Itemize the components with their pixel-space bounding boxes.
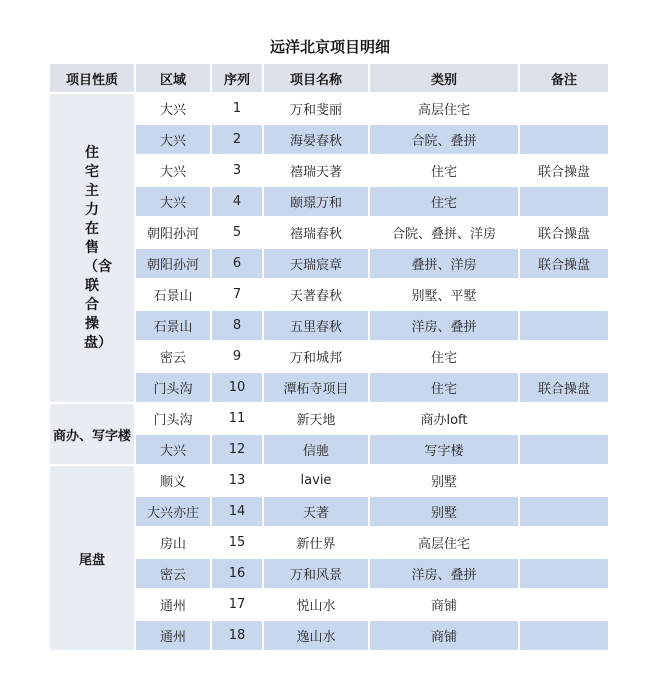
table-row [50, 404, 608, 433]
cell-type: 合院、叠拼 [370, 125, 518, 154]
cell-project-name: lavie [264, 466, 368, 495]
cell-region: 石景山 [136, 280, 210, 309]
cell-seq: 7 [212, 280, 262, 309]
cell-project-name: 信驰 [264, 435, 368, 464]
cell-project-name: 天著 [264, 497, 368, 526]
cell-region: 门头沟 [136, 373, 210, 402]
cell-seq: 13 [212, 466, 262, 495]
cell-region: 通州 [136, 621, 210, 650]
cell-seq: 12 [212, 435, 262, 464]
cell-type: 洋房、叠拼 [370, 311, 518, 340]
cell-type: 合院、叠拼、洋房 [370, 218, 518, 247]
header-seq: 序列 [212, 64, 262, 92]
cell-region: 朝阳孙河 [136, 218, 210, 247]
cell-project-name: 天瑞宸章 [264, 249, 368, 278]
cell-project-name: 天著春秋 [264, 280, 368, 309]
cell-type: 商办loft [370, 404, 518, 433]
cell-region: 房山 [136, 528, 210, 557]
cell-seq: 3 [212, 156, 262, 185]
cell-seq: 16 [212, 559, 262, 588]
cell-region: 顺义 [136, 466, 210, 495]
category-office: 商办、写字楼 [50, 404, 134, 464]
cell-type: 住宅 [370, 156, 518, 185]
cell-project-name: 新天地 [264, 404, 368, 433]
cell-region: 大兴 [136, 435, 210, 464]
cell-project-name: 新仕界 [264, 528, 368, 557]
cell-project-name: 万和城邦 [264, 342, 368, 371]
cell-region: 门头沟 [136, 404, 210, 433]
cell-seq: 4 [212, 187, 262, 216]
header-note: 备注 [520, 64, 608, 92]
cell-project-name: 潭柘寺项目 [264, 373, 368, 402]
cell-note [520, 528, 608, 557]
cell-region: 大兴亦庄 [136, 497, 210, 526]
cell-note [520, 311, 608, 340]
cell-type: 别墅 [370, 466, 518, 495]
table-row [50, 94, 608, 123]
cell-seq: 9 [212, 342, 262, 371]
cell-type: 商铺 [370, 621, 518, 650]
cell-note [520, 187, 608, 216]
cell-type: 住宅 [370, 373, 518, 402]
cell-region: 大兴 [136, 94, 210, 123]
category-residential: 住宅主力在售（含联合操盘） [50, 94, 134, 402]
header-type: 类别 [370, 64, 518, 92]
cell-region: 通州 [136, 590, 210, 619]
cell-note [520, 404, 608, 433]
cell-type: 高层住宅 [370, 94, 518, 123]
cell-note [520, 125, 608, 154]
cell-note: 联合操盘 [520, 156, 608, 185]
cell-seq: 14 [212, 497, 262, 526]
cell-seq: 1 [212, 94, 262, 123]
cell-note [520, 621, 608, 650]
cell-seq: 18 [212, 621, 262, 650]
cell-type: 住宅 [370, 342, 518, 371]
cell-seq: 5 [212, 218, 262, 247]
header-project-nature: 项目性质 [50, 64, 134, 92]
cell-type: 别墅、平墅 [370, 280, 518, 309]
cell-note [520, 342, 608, 371]
project-table [48, 62, 610, 652]
header-region: 区域 [136, 64, 210, 92]
table-header-row [50, 64, 608, 92]
cell-project-name: 禧瑞天著 [264, 156, 368, 185]
cell-note [520, 280, 608, 309]
cell-project-name: 禧瑞春秋 [264, 218, 368, 247]
table-row [50, 466, 608, 495]
cell-region: 大兴 [136, 187, 210, 216]
cell-project-name: 逸山水 [264, 621, 368, 650]
cell-region: 大兴 [136, 156, 210, 185]
cell-seq: 8 [212, 311, 262, 340]
cell-note: 联合操盘 [520, 218, 608, 247]
cell-seq: 11 [212, 404, 262, 433]
cell-note [520, 590, 608, 619]
cell-type: 别墅 [370, 497, 518, 526]
cell-note [520, 559, 608, 588]
cell-note [520, 94, 608, 123]
cell-project-name: 五里春秋 [264, 311, 368, 340]
cell-project-name: 悦山水 [264, 590, 368, 619]
cell-project-name: 万和斐丽 [264, 94, 368, 123]
cell-region: 石景山 [136, 311, 210, 340]
cell-type: 住宅 [370, 187, 518, 216]
page-title: 远洋北京项目明细 [269, 38, 390, 56]
cell-type: 商铺 [370, 590, 518, 619]
cell-type: 叠拼、洋房 [370, 249, 518, 278]
cell-seq: 15 [212, 528, 262, 557]
cell-region: 密云 [136, 342, 210, 371]
cell-seq: 17 [212, 590, 262, 619]
cell-note [520, 497, 608, 526]
cell-note [520, 435, 608, 464]
header-project-name: 项目名称 [264, 64, 368, 92]
cell-seq: 6 [212, 249, 262, 278]
cell-type: 写字楼 [370, 435, 518, 464]
cell-region: 大兴 [136, 125, 210, 154]
cell-seq: 2 [212, 125, 262, 154]
cell-note [520, 466, 608, 495]
table-body [50, 94, 608, 650]
cell-project-name: 海晏春秋 [264, 125, 368, 154]
cell-type: 高层住宅 [370, 528, 518, 557]
cell-note: 联合操盘 [520, 373, 608, 402]
cell-type: 洋房、叠拼 [370, 559, 518, 588]
cell-region: 密云 [136, 559, 210, 588]
cell-project-name: 万和风景 [264, 559, 368, 588]
category-remaining: 尾盘 [50, 466, 134, 650]
cell-project-name: 颐璟万和 [264, 187, 368, 216]
cell-seq: 10 [212, 373, 262, 402]
cell-region: 朝阳孙河 [136, 249, 210, 278]
cell-note: 联合操盘 [520, 249, 608, 278]
